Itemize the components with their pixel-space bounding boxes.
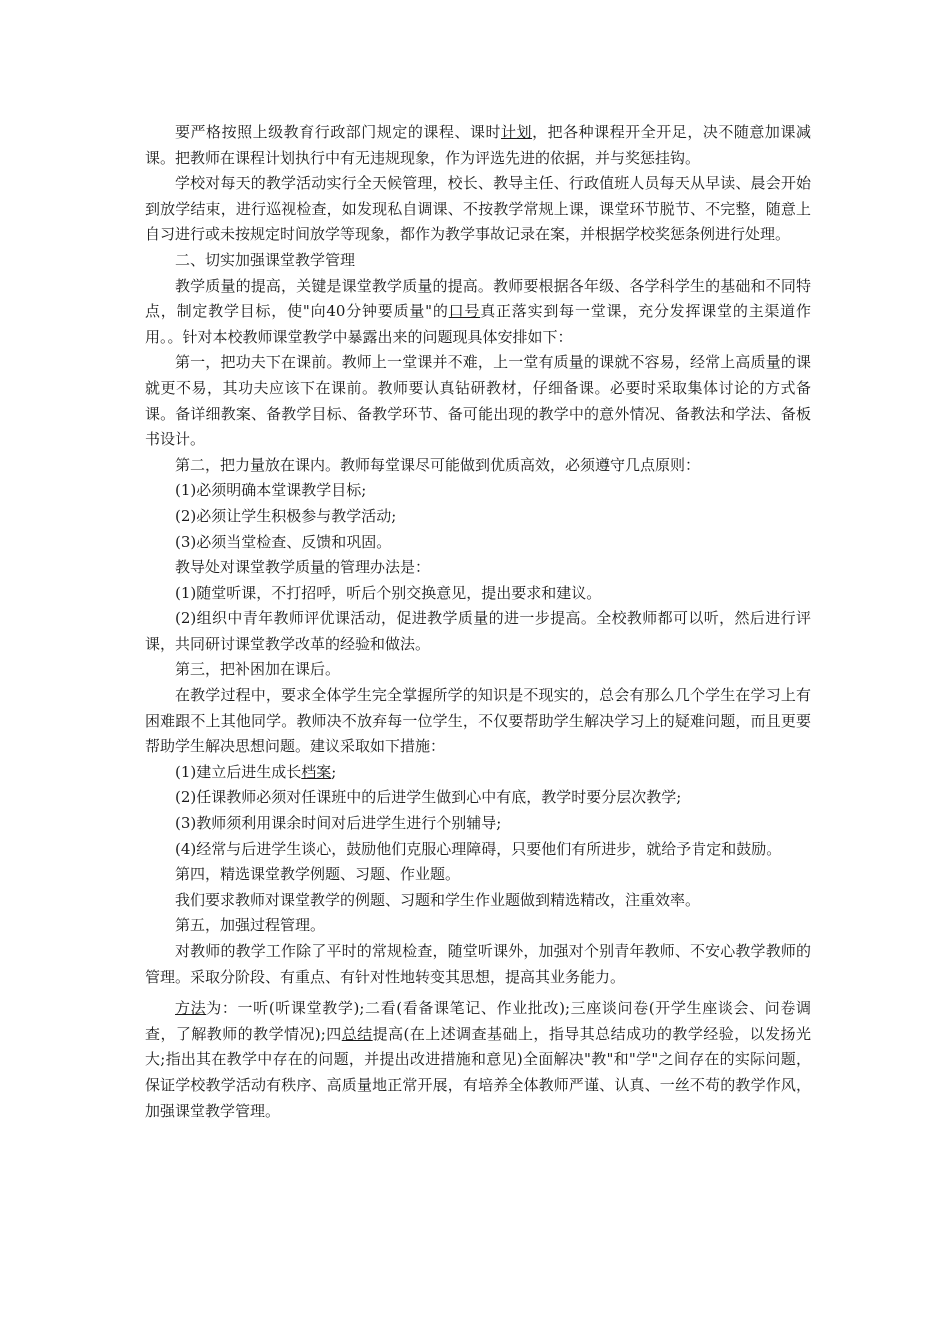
- link-method[interactable]: 方法: [175, 999, 207, 1018]
- link-summary[interactable]: 总结: [341, 1024, 373, 1043]
- section-heading: 二、切实加强课堂教学管理: [175, 250, 356, 269]
- list-item: (1)必须明确本堂课教学目标;: [175, 481, 367, 500]
- list-item: (1)建立后进生成长档案;: [175, 762, 337, 781]
- paragraph: 要严格按照上级教育行政部门规定的课程、课时计划，把各种课程开全开足，决不随意加课减课。把教师在课程计划执行中有无违规现象，作为评选先进的依据，并与奖惩挂钩。: [145, 123, 811, 167]
- list-item: (2)组织中青年教师评优课活动，促进教学质量的进一步提高。全校教师都可以听，然后进行评课，共同研讨课堂教学改革的经验和做法。: [145, 609, 811, 653]
- paragraph: 第一，把功夫下在课前。教师上一堂课并不难，上一堂有质量的课就不容易，经常上高质量的课就更不易，其功夫应该下在课前。教师要认真钻研教材，仔细备课。必要时采取集体讨论的方式备课。备详细教案、备教学目标、备教学环节、备可能出现的教学中的意外情况、备教法和学法、备板书设计。: [145, 353, 811, 449]
- link-slogan[interactable]: 口号: [448, 302, 481, 321]
- paragraph: 在教学过程中，要求全体学生完全掌握所学的知识是不现实的，总会有那么几个学生在学习上有困难跟不上其他同学。教师决不放弃每一位学生，不仅要帮助学生解决学习上的疑难问题，而且更要帮助学生解决思想问题。建议采取如下措施：: [145, 686, 811, 756]
- list-item: (1)随堂听课，不打招呼，听后个别交换意见，提出要求和建议。: [175, 583, 602, 602]
- list-item: (2)必须让学生积极参与教学活动;: [175, 506, 397, 525]
- paragraph: 教导处对课堂教学质量的管理办法是：: [175, 558, 431, 577]
- link-archive[interactable]: 档案: [301, 762, 332, 781]
- link-plan[interactable]: 计划: [501, 123, 533, 141]
- paragraph: 第四，精选课堂教学例题、习题、作业题。: [175, 865, 461, 884]
- paragraph: 方法为：一听(听课堂教学);二看(看备课笔记、作业批改);三座谈问卷(开学生座谈会、问卷调查，了解教师的教学情况);四总结提高(在上述调查基础上，指导其总结成功的教学经验，以发扬光大;指出其在教学中存在的问题，并提出改进措施和意见)全面解决"教"和"学"之间存在的实际问题，保证学校教学活动有秩序、高质量地正常开展，有培养全体教师严谨、认真、一丝不苟的教学作风，加强课堂教学管理。: [145, 999, 811, 1120]
- list-item: (3)必须当堂检查、反馈和巩固。: [175, 532, 392, 551]
- paragraph: 第五，加强过程管理。: [175, 916, 326, 935]
- paragraph: 第二，把力量放在课内。教师每堂课尽可能做到优质高效，必须遵守几点原则：: [175, 455, 701, 474]
- paragraph: 第三，把补困加在课后。: [175, 660, 341, 679]
- paragraph: 学校对每天的教学活动实行全天候管理，校长、教导主任、行政值班人员每天从早读、晨会开始到放学结束，进行巡视检查，如发现私自调课、不按教学常规上课，课堂环节脱节、不完整，随意上自习进行或未按规定时间放学等现象，都作为教学事故记录在案，并根据学校奖惩条例进行处理。: [145, 174, 811, 244]
- document-body: [145, 120, 811, 1124]
- paragraph: 我们要求教师对课堂教学的例题、习题和学生作业题做到精选精改，注重效率。: [175, 890, 701, 909]
- list-item: (2)任课教师必须对任课班中的后进学生做到心中有底，教学时要分层次教学;: [175, 788, 682, 807]
- list-item: (4)经常与后进学生谈心，鼓励他们克服心理障碍，只要他们有所进步，就给予肯定和鼓励。: [175, 839, 782, 858]
- paragraph: 对教师的教学工作除了平时的常规检查，随堂听课外，加强对个别青年教师、不安心教学教师的管理。采取分阶段、有重点、有针对性地转变其思想，提高其业务能力。: [145, 942, 811, 986]
- paragraph: 教学质量的提高，关键是课堂教学质量的提高。教师要根据各年级、各学科学生的基础和不同特点，制定教学目标，使"向40分钟要质量"的口号真正落实到每一堂课，充分发挥课堂的主渠道作用。。针对本校教师课堂教学中暴露出来的问题现具体安排如下：: [145, 276, 811, 346]
- list-item: (3)教师须利用课余时间对后进学生进行个别辅导;: [175, 814, 502, 833]
